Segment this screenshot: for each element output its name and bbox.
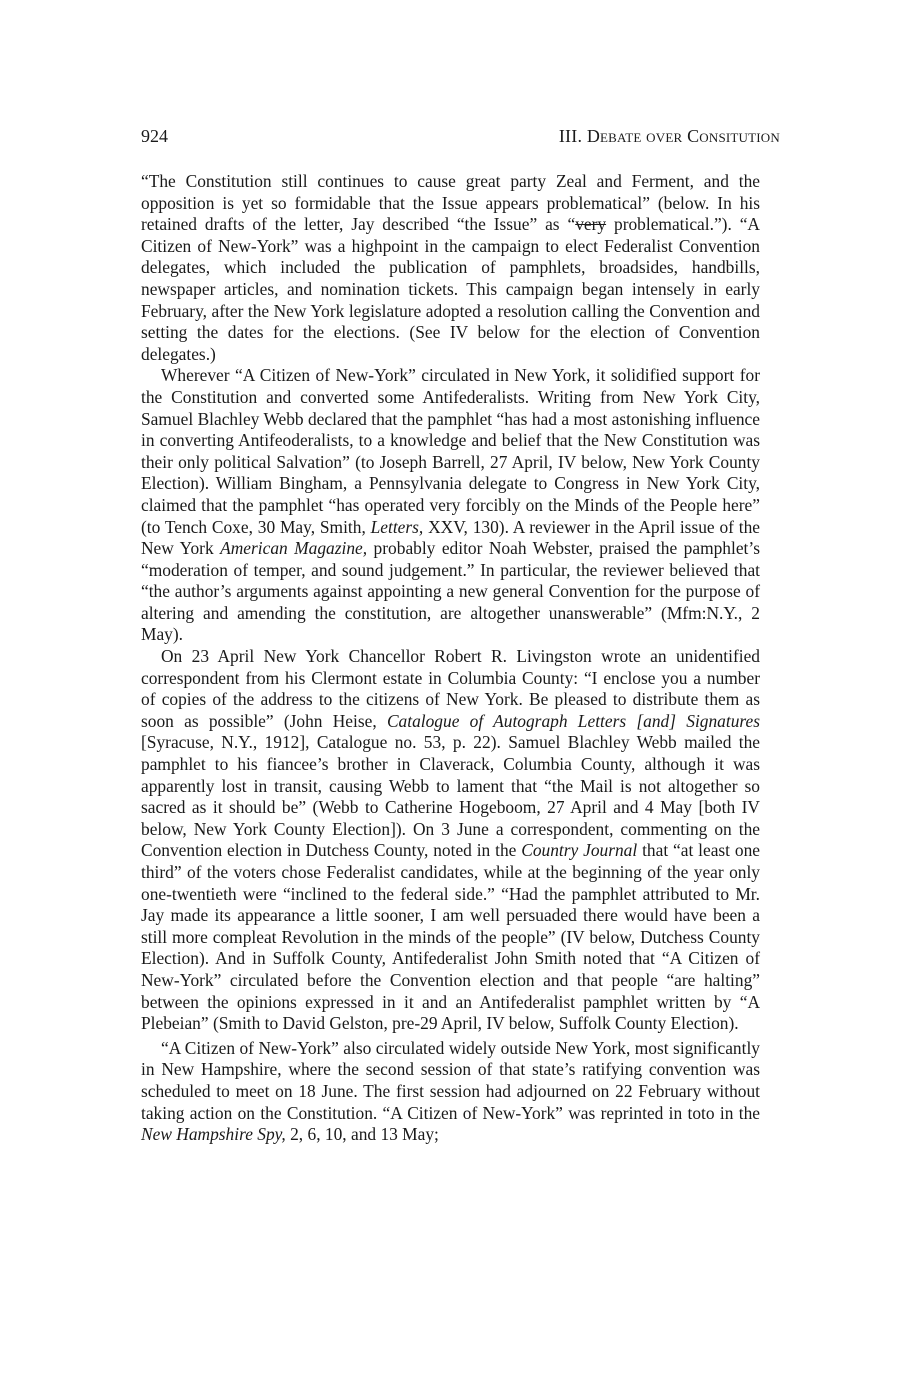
text-run: [Syracuse, N.Y., 1912], Catalogue no. 53, p. 22). Samuel Blachley Webb mailed the pamphlet to his fiancee’s brother in Claverack, Columbia County, although it was apparently lost in transit, causing Webb to lament that “the Mail is not altogether so sacred as it should be” (Webb to Catherine Hogeboom, 27 April and 4 May [both IV below, New York County Election]). On 3 June a correspondent, commenting on the Convention election in Dutchess County, noted in the [141,732,760,861]
text-run: XXV, 130). A reviewer in the April issue of the New York [141,516,760,559]
paragraph [141,171,760,365]
text-run: On 23 April New York Chancellor Robert R. Livingston wrote an unidentified correspondent from his Clermont estate in Columbia County: “I enclose you a number of copies of the address to the citizens of New York. Be pleased to distribute them as soon as possible” (John Heise, [141,646,760,731]
paragraph [141,1038,760,1146]
struck-word: very [575,214,607,235]
text-run: 2, 6, 10, and 13 May; [285,1124,439,1145]
running-head [141,124,780,148]
page-number: 924 [141,126,168,146]
running-title: III. Debate over Consitution [558,126,780,146]
italic-title: American Magazine, [220,538,368,559]
text-run: problematical.”). “A Citizen of New-York” was a highpoint in the campaign to elect Federalist Convention delegates, which included the publication of pamphlets, broadsides, handbills, newspaper articles, and nomination tickets. This campaign began intensely in early February, after the New York legislature adopted a resolution calling the Convention and setting the dates for the elections. (See IV below for the election of Convention delegates.) [141,214,760,364]
italic-title: Letters, [370,516,424,537]
paragraph [141,646,760,1035]
body-text [141,171,760,1146]
paragraph [141,365,760,646]
text-run: “A Citizen of New-York” also circulated widely outside New York, most significantly in New Hampshire, where the second session of that state’s ratifying convention was scheduled to meet on 18 June. The first session had adjourned on 22 February without taking action on the Constitution. “A Citizen of New-York” was reprinted in toto in the [141,1037,760,1123]
text-run: “The Constitution still continues to cause great party Zeal and Ferment, and the opposition is yet so formidable that the Issue appears problematical” (below. In his retained drafts of the letter, Jay described “the Issue” as “ [141,171,760,235]
text-run: probably editor Noah Webster, praised the pamphlet’s “moderation of temper, and sound judgement.” In particular, the reviewer believed that “the author’s arguments against appointing a new general Convention for the purpose of altering and amending the constitution, are altogether unanswerable” (Mfm:N.Y., 2 May). [141,538,760,645]
text-run: that “at least one third” of the voters chose Federalist candidates, while at the beginning of the year only one-twentieth were “inclined to the federal side.” “Had the pamphlet attributed to Mr. Jay made its appearance a little sooner, I am well persuaded there would have been a still more compleat Revolution in the minds of the people” (IV below, Dutchess County Election). And in Suffolk County, Antifederalist John Smith noted that “A Citizen of New-York” circulated before the Convention election and that people “are halting” between the opinions expressed in it and an Antifederalist pamphlet written by “A Plebeian” (Smith to David Gelston, pre-29 April, IV below, Suffolk County Election). [141,840,760,1034]
italic-title: Country Journal [521,840,638,861]
text-run: Wherever “A Citizen of New-York” circulated in New York, it solidified support for the Constitution and converted some Antifederalists. Writing from New York City, Samuel Blachley Webb declared that the pamphlet “has had a most astonishing influence in converting Antifeoderalists, to a knowledge and belief that the New Constitution was their only political Salvation” (to Joseph Barrell, 27 April, IV below, New York County Election). William Bingham, a Pennsylvania delegate to Congress in New York City, claimed that the pamphlet “has operated very forcibly on the Minds of the People here” (to Tench Coxe, 30 May, Smith, [141,365,760,537]
italic-title: Catalogue of Autograph Letters [and] Signatures [386,710,760,731]
italic-title: New Hampshire Spy, [141,1124,286,1145]
